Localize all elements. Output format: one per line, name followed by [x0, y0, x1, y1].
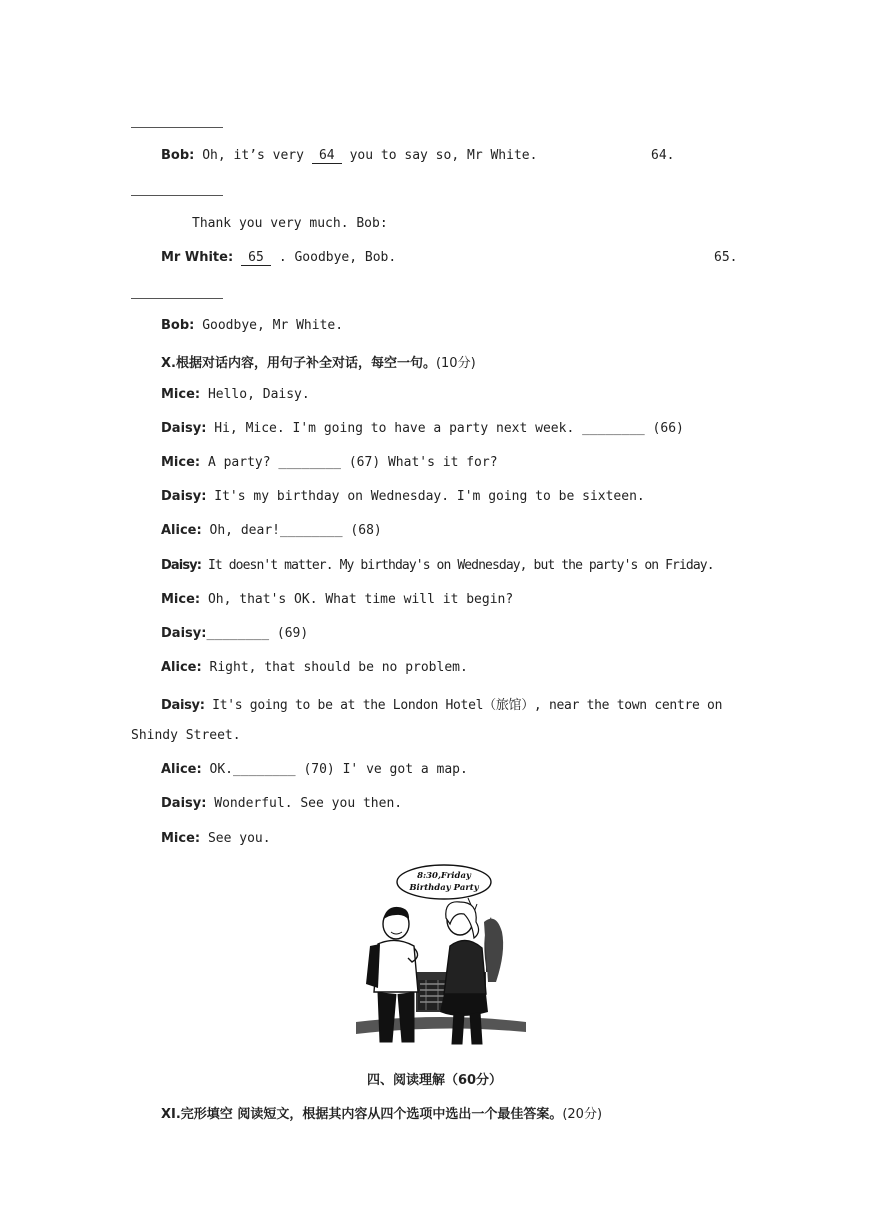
dialogue-line [161, 626, 308, 641]
dialogue-text: Right, that should be no problem. [209, 660, 468, 675]
dialogue-line [161, 592, 513, 607]
dialogue-text: Shindy Street. [131, 728, 241, 743]
speaker: Daisy: [161, 796, 207, 811]
speaker: Alice: [161, 523, 202, 538]
speaker: Alice: [161, 660, 202, 675]
dialogue-text: It's going to be at the London Hotel（旅馆）, near the town centre on [212, 698, 723, 713]
dialogue-line-bob-goodbye [161, 318, 343, 333]
bubble-line-2: Birthday Party [409, 883, 479, 893]
section-xi-heading [161, 1103, 602, 1122]
dialogue-text: Oh, that's OK. What time will it begin? [207, 592, 514, 607]
dialogue-text: Oh, it’s very [202, 148, 304, 163]
dialogue-text: OK.________ (70) I' ve got a map. [209, 762, 468, 777]
party-illustration [356, 862, 526, 1062]
part-four-title: 四、阅读理解（60分） [366, 1073, 503, 1088]
dialogue-line-thanks: Thank you very much. Bob: [192, 216, 388, 231]
speaker: Mice: [161, 831, 201, 846]
dialogue-line-mr-white [161, 250, 396, 266]
dialogue-text: you to say so, Mr White. [349, 148, 538, 163]
dialogue-line [161, 558, 714, 573]
dialogue-line [161, 523, 382, 538]
dialogue-line-bob [161, 148, 537, 164]
bubble-line-1: 8:30,Friday [417, 871, 471, 881]
answer-rule [131, 298, 223, 299]
dialogue-text: See you. [207, 831, 271, 846]
speaker: Daisy: [161, 489, 207, 504]
speaker: Alice: [161, 762, 202, 777]
section-score: (10分) [435, 356, 476, 371]
dialogue-line [161, 660, 468, 675]
dialogue-text: . Goodbye, Bob. [278, 250, 397, 265]
speaker: Daisy: [161, 558, 202, 573]
speaker: Mice: [161, 387, 201, 402]
dialogue-line [161, 831, 271, 846]
illustration-svg [356, 862, 526, 1058]
dialogue-text: It doesn't matter. My birthday's on Wednesday, but the party's on Friday. [207, 558, 714, 573]
section-title: X.根据对话内容，用句子补全对话，每空一句。 [161, 356, 436, 371]
dialogue-text: Oh, dear!________ (68) [209, 523, 382, 538]
answer-rule [131, 127, 223, 128]
section-title: XI.完形填空 阅读短文，根据其内容从四个选项中选出一个最佳答案。 [161, 1107, 563, 1122]
dialogue-line [161, 762, 468, 777]
dialogue-line-continuation [131, 728, 241, 743]
dialogue-text: Hello, Daisy. [207, 387, 310, 402]
dialogue-line [161, 694, 722, 713]
dialogue-line [161, 421, 684, 436]
speaker: Mice: [161, 455, 201, 470]
answer-number-64: 64. [651, 148, 675, 163]
section-x-heading [161, 352, 476, 371]
speaker: Daisy: [161, 626, 207, 641]
speaker: Daisy: [161, 698, 205, 713]
speaker: Bob: [161, 148, 195, 163]
dialogue-text: Goodbye, Mr White. [202, 318, 344, 333]
speaker: Mr White: [161, 250, 234, 265]
speaker: Daisy: [161, 421, 207, 436]
dialogue-text: It's my birthday on Wednesday. I'm going to be sixteen. [214, 489, 645, 504]
blank-64: 64 [312, 149, 342, 164]
answer-rule [131, 195, 223, 196]
speech-bubble [397, 865, 491, 912]
dialogue-text: ________ (69) [206, 626, 309, 641]
answer-number-65: 65. [714, 250, 738, 265]
dialogue-line [161, 455, 498, 470]
section-score: (20分) [562, 1107, 603, 1122]
speaker: Mice: [161, 592, 201, 607]
dialogue-text: Hi, Mice. I'm going to have a party next week. ________ (66) [214, 421, 684, 436]
dialogue-line [161, 387, 310, 402]
blank-65: 65 [241, 251, 271, 266]
speaker: Bob: [161, 318, 195, 333]
dialogue-line [161, 489, 645, 504]
dialogue-text: A party? ________ (67) What's it for? [207, 455, 498, 470]
dialogue-text: Wonderful. See you then. [214, 796, 403, 811]
dialogue-line [161, 796, 402, 811]
